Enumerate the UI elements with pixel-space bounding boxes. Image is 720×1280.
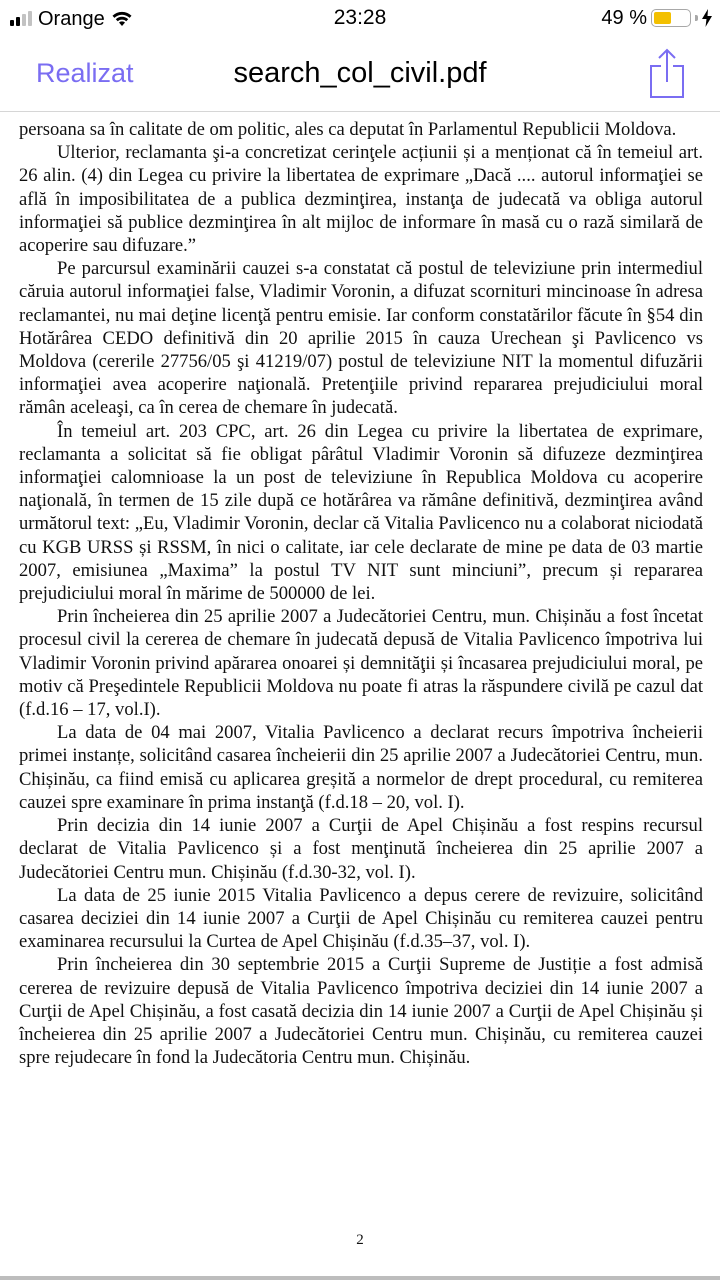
document-paragraph: Prin încheierea din 25 aprilie 2007 a Judecătoriei Centru, mun. Chișinău a fost încetat procesul civil la cererea de chemare în judecată depusă de Vitalia Pavlicenco împotriva lui Vladimir Voronin privind apărarea onoarei și demnităţii și încasarea prejudiciului moral, pe motiv că Preşedintele Republicii Moldova nu poate fi atras la răspundere civilă pe cazul dat (f.d.16 – 17, vol.I).	[19, 606, 703, 721]
battery-icon	[651, 9, 691, 27]
charging-bolt-icon	[702, 9, 712, 27]
document-paragraph: Prin decizia din 14 iunie 2007 a Curţii de Apel Chișinău a fost respins recursul declarat de Vitalia Pavlicenco și a fost menţinută încheierea din 25 aprilie 2007 a Judecătoriei Centru mun. Chișinău (f.d.30-32, vol. I).	[19, 815, 703, 883]
battery-percent: 49 %	[601, 6, 647, 29]
document-paragraph: persoana sa în calitate de om politic, ales ca deputat în Parlamentul Republicii Moldova.	[19, 119, 677, 140]
status-bar	[0, 0, 720, 38]
document-paragraph: Ulterior, reclamanta şi-a concretizat cerinţele acțiunii și a menționat că în temeiul art. 26 alin. (4) din Legea cu privire la libertatea de exprimare „Dacă .... autorul informaţiei se află în imposibilitatea de a publica dezminţirea, instanţa de judecată va obliga autorul informaţiei să publice dezminţirea în alt mijloc de informare în masă cu o rază similară de acoperire sau difuzare.”	[19, 142, 703, 257]
page-number: 2	[356, 1232, 364, 1248]
document-paragraph: La data de 25 iunie 2015 Vitalia Pavlicenco a depus cerere de revizuire, solicitând casarea deciziei din 14 iunie 2007 a Curţii de Apel Chișinău cu remiterea cauzei pentru examinarea recursului la Curtea de Apel Chișinău (f.d.35–37, vol. I).	[19, 884, 703, 953]
battery-cap	[695, 15, 698, 21]
document-paragraph: În temeiul art. 203 CPC, art. 26 din Legea cu privire la libertatea de exprimare, reclamanta a solicitat să fie obligat pârâtul Vladimir Voronin să difuzeze dezminţirea informaţiei calomnioase la un post de televiziune în Republica Moldova cu acoperire naţională, în termen de 15 zile după ce hotărârea va rămâne definitivă, dezminţirea având următorul text: „Eu, Vladimir Voronin, declar că Vitalia Pavlicenco nu a colaborat niciodată cu KGB URSS și RSSM, în nici o calitate, iar cele declarate de mine pe data de 03 martie 2007, emisiunea „Maxima” la postul TV NIT sunt minciuni”, precum și repararea prejudiciului moral în mărime de 500000 de lei.	[19, 420, 703, 605]
carrier-name: Orange	[38, 7, 105, 30]
document-paragraph: Prin încheierea din 30 septembrie 2015 a Curţii Supreme de Justiție a fost admisă cererea de revizuire depusă de Vitalia Pavlicenco împotriva deciziei din 14 iunie 2007 a Curţii de Apel Chișinău, a fost casată decizia din 14 iunie 2007 a Curţii de Apel Chișinău și încheierea din 25 aprilie 2007 a Judecătoriei Centru mun. Chișinău, cu remiterea cauzei spre rejudecare în fond la Judecătoria Centru mun. Chișinău.	[19, 954, 703, 1069]
share-icon[interactable]	[648, 48, 688, 100]
page-separator	[0, 1276, 720, 1280]
status-time: 23:28	[333, 6, 387, 29]
navigation-bar	[0, 38, 720, 112]
document-paragraph: La data de 04 mai 2007, Vitalia Pavlicenco a declarat recurs împotriva încheierii primei instanțe, solicitând casarea încheierii din 25 aprilie 2007 a Judecătoriei Centru, mun. Chișinău, ca fiind emisă cu aplicarea greșită a normelor de drept procedural, cu remiterea cauzei spre examinare în prima instanţă (f.d.18 – 20, vol. I).	[19, 722, 703, 813]
done-button[interactable]: Realizat	[36, 58, 134, 88]
document-paragraph: Pe parcursul examinării cauzei s-a constatat că postul de televiziune prin intermediul căruia autorul informaţiei false, Vladimir Voronin, a difuzat scornituri mincinoase în adresa reclamantei, nu mai deţine licenţă pentru emisie. Iar conform constatărilor făcute în §54 din Hotărârea CEDO definitivă din 20 aprilie 2015 în cauza Urechean şi Pavlicenco vs Moldova (cererile 27756/05 şi 41219/07) postul de televiziune NIT la momentul difuzării informaţiei avea acoperire naţională. Pretenţiile privind repararea prejudiciului moral rămân aceleaşi, ca în cerea de chemare în judecată.	[19, 258, 703, 419]
document-title: search_col_civil.pdf	[233, 57, 487, 89]
status-right	[601, 5, 712, 31]
battery-level	[654, 12, 671, 24]
pdf-page-content	[19, 118, 703, 1069]
